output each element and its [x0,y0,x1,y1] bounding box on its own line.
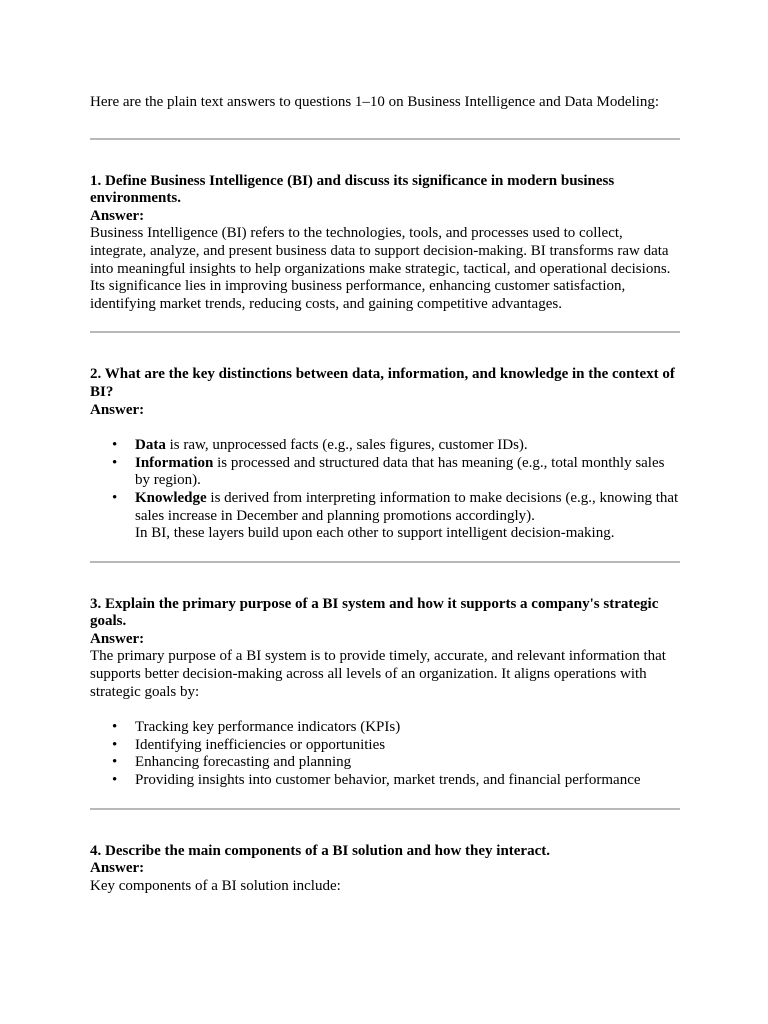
question-1-heading: 1. Define Business Intelligence (BI) and discuss its significance in modern business environments. [90,172,615,207]
list-item: • Identifying inefficiencies or opportunities [135,737,680,755]
answer-label: Answer: [90,860,145,877]
list-item [135,437,680,455]
term-knowledge: Knowledge [135,489,207,506]
question-2-heading: 2. What are the key distinctions between data, information, and knowledge in the context of BI? [90,366,675,400]
intro-text: Here are the plain text answers to questions 1–10 on Business Intelligence and Data Modeling: [90,94,660,110]
question-4-heading: 4. Describe the main components of a BI solution and how they interact. [90,842,550,859]
question-3-section [90,596,680,790]
list-item: • Enhancing forecasting and planning [135,754,680,772]
question-4-section [90,843,680,896]
question-4-answer: Key components of a BI solution include: [90,877,341,894]
document-content [90,94,680,895]
question-2-list [90,437,680,543]
question-2-closing: In BI, these layers build upon each other to support intelligent decision-making. [135,525,615,542]
answer-label: Answer: [90,630,145,647]
question-1-section [90,173,680,314]
question-3-answer: The primary purpose of a BI system is to provide timely, accurate, and relevant information that supports better decision-making across all levels of an organization. It aligns operations with strategic goals by: [90,648,666,700]
list-item [135,455,680,490]
list-item: • Tracking key performance indicators (KPIs) [135,719,680,737]
question-2-section [90,366,680,542]
question-3-list [90,719,680,789]
question-1-answer: Business Intelligence (BI) refers to the technologies, tools, and processes used to collect, integrate, analyze, and present business data to support decision-making. BI transforms raw data into meaningful insights to help organizations make strategic, tactical, and operational decisions. Its significance lies in improving business performance, enhancing customer satisfaction, identifying market trends, reducing costs, and gaining competitive advantages. [90,225,671,312]
answer-label: Answer: [90,207,145,224]
term-data: Data [135,437,166,454]
list-item [135,490,680,543]
term-description: is processed and structured data that has meaning (e.g., total monthly sales by region). [135,454,665,489]
term-description: is raw, unprocessed facts (e.g., sales figures, customer IDs). [165,437,528,454]
question-3-heading: 3. Explain the primary purpose of a BI system and how it supports a company's strategic goals. [90,595,659,630]
answer-label: Answer: [90,401,145,418]
term-description: is derived from interpreting information to make decisions (e.g., knowing that sales increase in December and planning promotions accordingly). [135,489,679,524]
term-information: Information [135,454,214,471]
list-item: • Providing insights into customer behavior, market trends, and financial performance [135,772,680,790]
